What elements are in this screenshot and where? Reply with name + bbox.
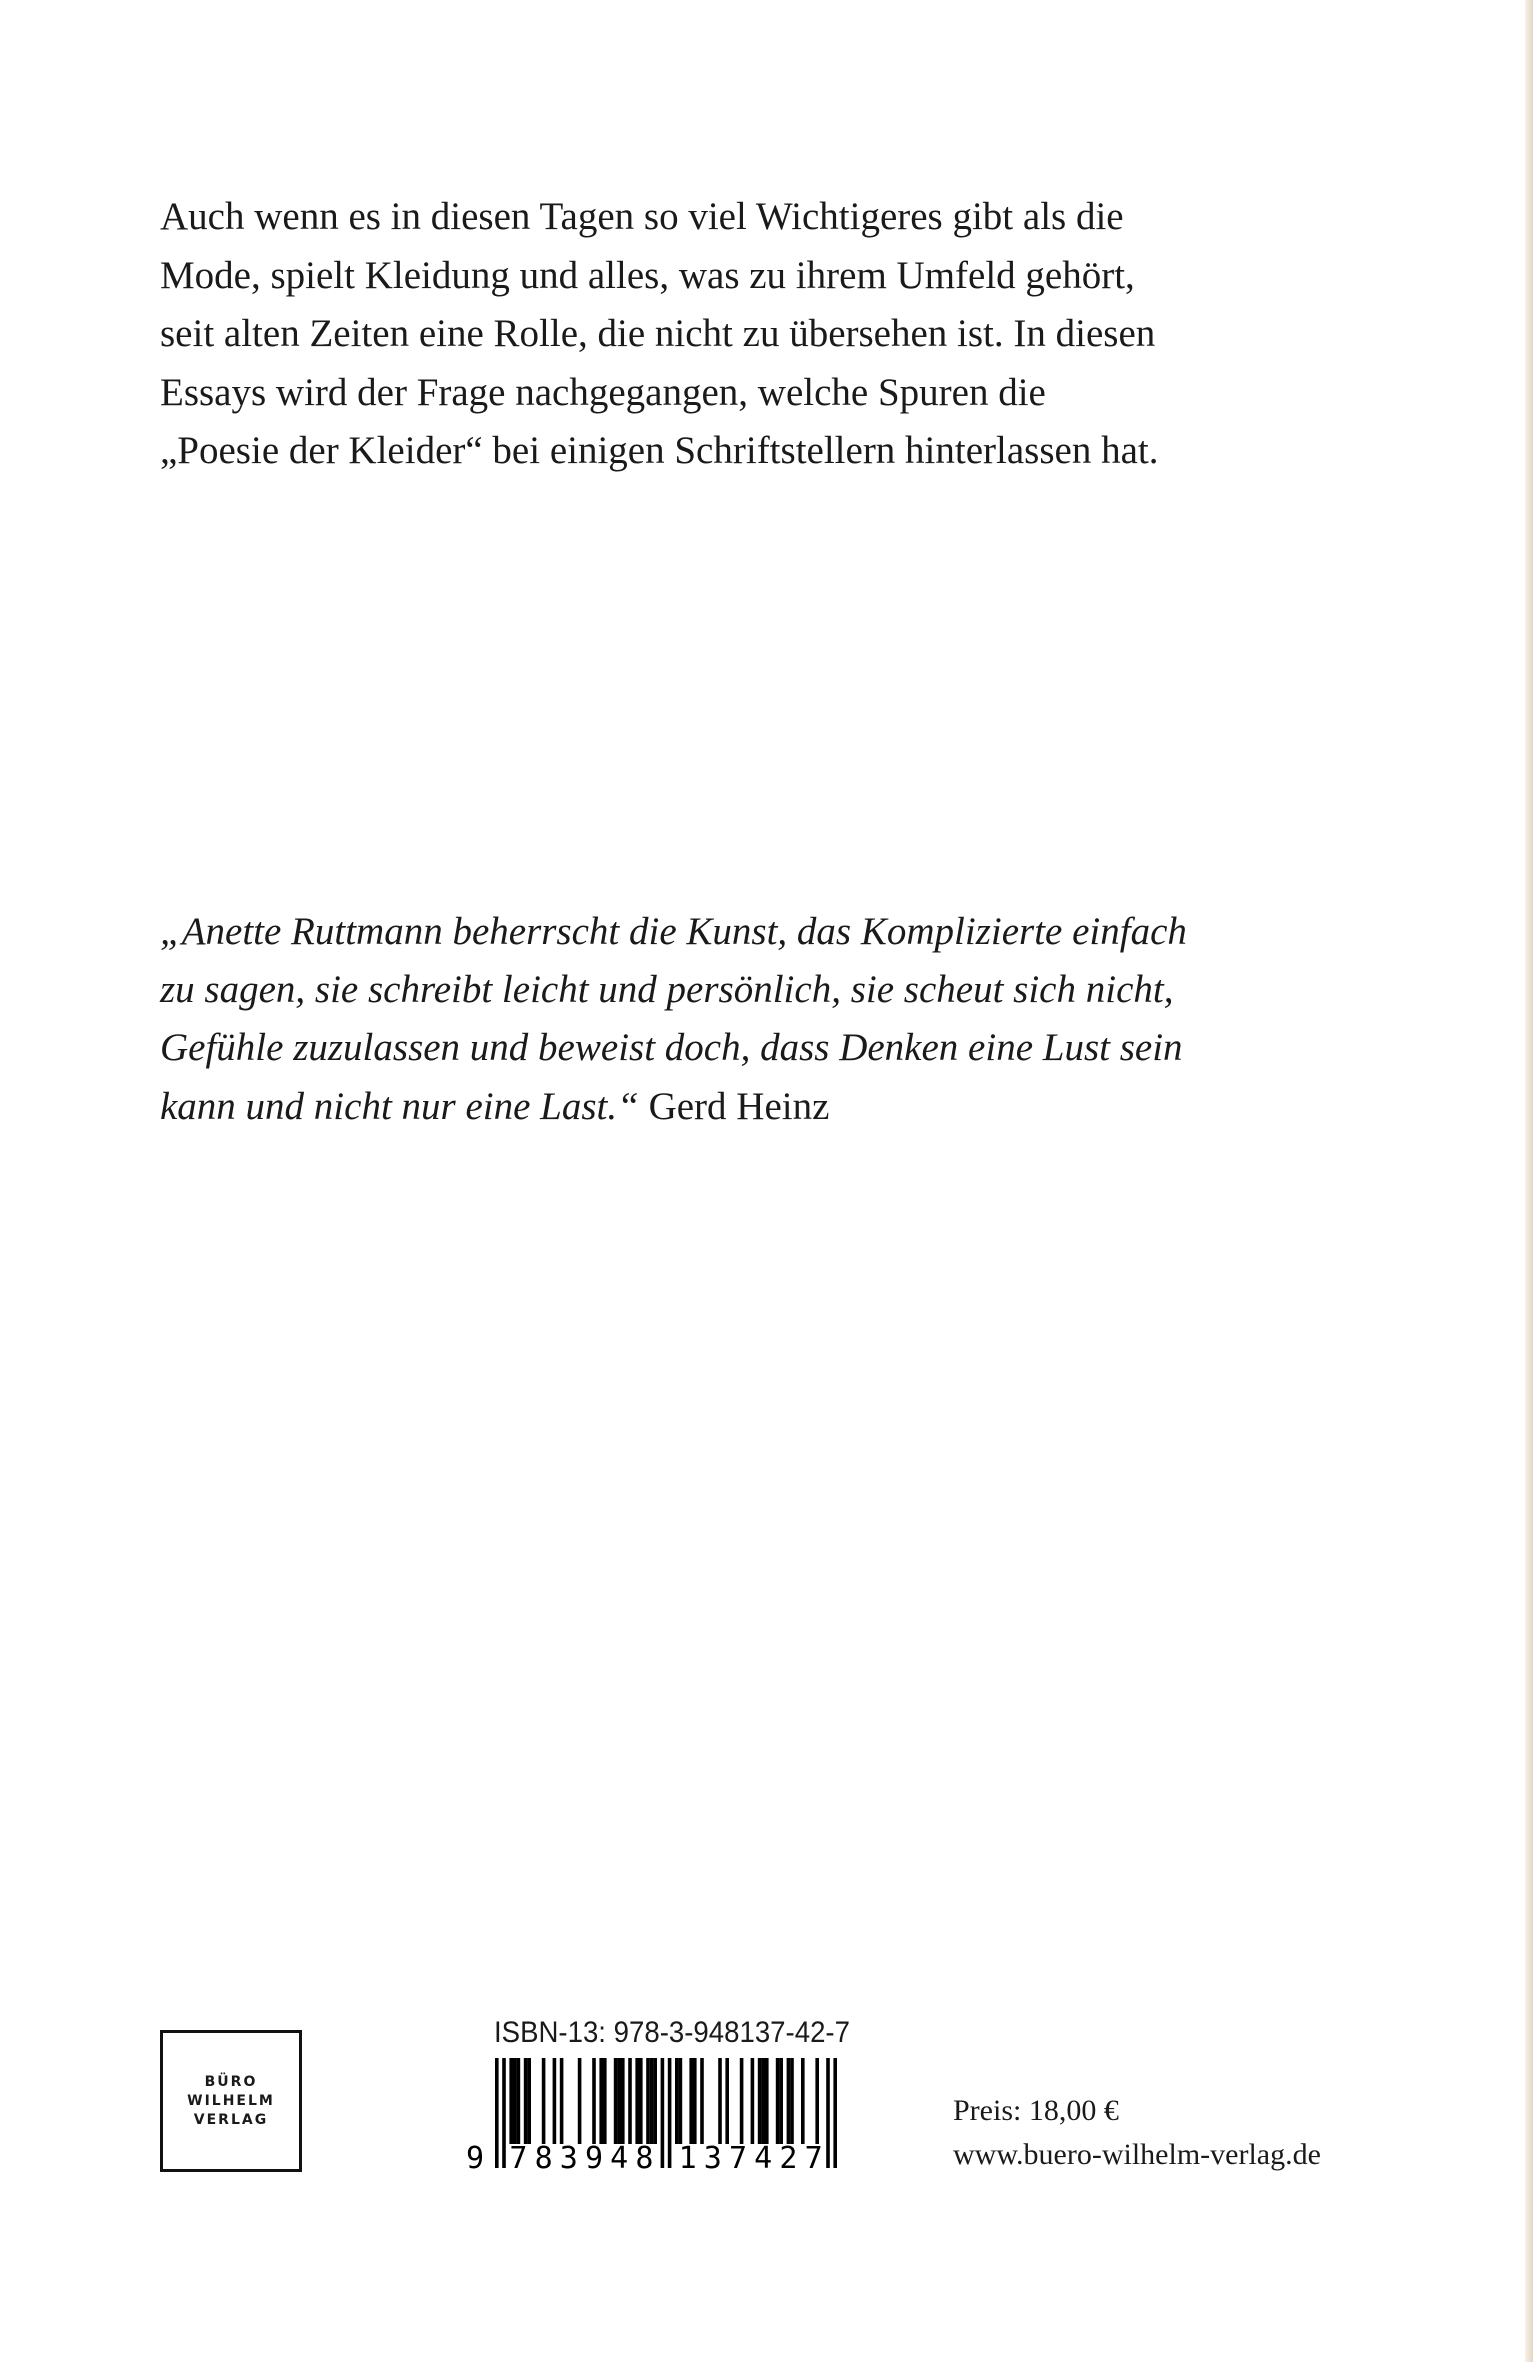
barcode-bar bbox=[675, 2058, 679, 2144]
description-paragraph bbox=[160, 188, 1360, 481]
barcode-digit: 8 bbox=[534, 2141, 553, 2171]
barcode-digit: 4 bbox=[754, 2141, 773, 2171]
barcode-bar bbox=[826, 2058, 830, 2168]
barcode-bar bbox=[787, 2058, 791, 2144]
barcode-bar bbox=[578, 2058, 582, 2144]
barcode-bar bbox=[765, 2058, 769, 2144]
barcode-bar bbox=[740, 2058, 744, 2144]
price: Preis: 18,00 € bbox=[953, 2094, 1119, 2127]
barcode-bar bbox=[689, 2058, 693, 2144]
barcode-bar bbox=[758, 2058, 762, 2144]
barcode-bar bbox=[542, 2058, 546, 2144]
publisher-logo bbox=[160, 2030, 302, 2172]
logo-line: BÜRO bbox=[204, 2073, 258, 2090]
barcode-bar bbox=[761, 2058, 765, 2144]
logo-line: WILHELM bbox=[187, 2092, 275, 2109]
barcode-bar bbox=[639, 2058, 643, 2144]
logo-line: VERLAG bbox=[193, 2111, 269, 2128]
barcode-bar bbox=[524, 2058, 528, 2144]
barcode-bar bbox=[635, 2058, 639, 2144]
barcode-digit: 4 bbox=[610, 2141, 629, 2171]
paragraph-line: seit alten Zeiten eine Rolle, die nicht zu übersehen ist. In diesen bbox=[160, 312, 1156, 355]
quote-line bbox=[160, 1078, 1360, 1136]
barcode-bar bbox=[509, 2058, 513, 2144]
barcode bbox=[455, 2056, 875, 2171]
barcode-bar bbox=[776, 2058, 780, 2144]
barcode-bar bbox=[801, 2058, 805, 2144]
quote-line: Gefühle zuzulassen und beweist doch, dass Denken eine Lust sein bbox=[160, 1026, 1183, 1070]
barcode-bar bbox=[603, 2058, 607, 2144]
barcode-bar bbox=[592, 2058, 596, 2144]
quote-line-end: kann und nicht nur eine Last.“ bbox=[160, 1084, 639, 1128]
barcode-bar bbox=[621, 2058, 625, 2144]
barcode-digit: 9 bbox=[465, 2141, 485, 2171]
barcode-bar bbox=[527, 2058, 531, 2144]
paragraph-line: „Poesie der Kleider“ bei einigen Schriftstellern hinterlassen hat. bbox=[160, 429, 1159, 472]
barcode-digit: 7 bbox=[804, 2141, 823, 2171]
barcode-bar bbox=[668, 2058, 672, 2168]
barcode-bar bbox=[560, 2058, 564, 2144]
barcode-bar bbox=[617, 2058, 621, 2144]
barcode-digit: 9 bbox=[584, 2141, 604, 2171]
paragraph-line: Essays wird der Frage nachgegangen, welche Spuren die bbox=[160, 370, 1046, 414]
barcode-bar bbox=[833, 2058, 837, 2168]
barcode-digit: 3 bbox=[559, 2141, 578, 2171]
paragraph-line: Mode, spielt Kleidung und alles, was zu ihrem Umfeld gehört, bbox=[160, 253, 1135, 297]
barcode-bar bbox=[718, 2058, 722, 2144]
barcode-bar bbox=[693, 2058, 697, 2144]
barcode-bar bbox=[700, 2058, 704, 2144]
barcode-bar bbox=[653, 2058, 657, 2144]
quote-line: „Anette Ruttmann beherrscht die Kunst, das Komplizierte einfach bbox=[160, 910, 1187, 953]
barcode-digit: 7 bbox=[509, 2141, 528, 2171]
barcode-bar bbox=[517, 2058, 521, 2144]
barcode-digit: 3 bbox=[703, 2141, 722, 2171]
barcode-bar bbox=[650, 2058, 654, 2144]
barcode-bar bbox=[599, 2058, 603, 2144]
barcode-bar bbox=[815, 2058, 819, 2144]
barcode-digit: 7 bbox=[728, 2141, 748, 2171]
barcode-bar bbox=[628, 2058, 632, 2144]
paragraph-line: Auch wenn es in diesen Tagen so viel Wichtigeres gibt als die bbox=[160, 195, 1124, 238]
barcode-bar bbox=[751, 2058, 755, 2144]
barcode-bar bbox=[661, 2058, 665, 2168]
barcode-bar bbox=[725, 2058, 729, 2144]
barcode-digit: 1 bbox=[678, 2141, 697, 2171]
barcode-bar bbox=[495, 2058, 499, 2168]
barcode-bar bbox=[790, 2058, 794, 2144]
barcode-bar bbox=[614, 2058, 618, 2144]
barcode-bar bbox=[553, 2058, 557, 2144]
quote-line: zu sagen, sie schreibt leicht und persönlich, sie scheut sich nicht, bbox=[160, 968, 1174, 1012]
barcode-digit: 8 bbox=[635, 2141, 654, 2171]
barcode-bar bbox=[502, 2058, 506, 2168]
barcode-digit: 2 bbox=[779, 2141, 798, 2171]
barcode-bar bbox=[779, 2058, 783, 2144]
website-link[interactable]: www.buero-wilhelm-verlag.de bbox=[953, 2138, 1321, 2171]
barcode-bar bbox=[646, 2058, 650, 2144]
isbn-label: ISBN-13: 978-3-948137-42-7 bbox=[494, 2016, 850, 2049]
barcode-bar bbox=[679, 2058, 683, 2144]
quote-author: Gerd Heinz bbox=[648, 1084, 830, 1128]
barcode-bar bbox=[513, 2058, 517, 2144]
page-edge bbox=[1525, 0, 1533, 2362]
review-quote bbox=[160, 903, 1360, 1136]
